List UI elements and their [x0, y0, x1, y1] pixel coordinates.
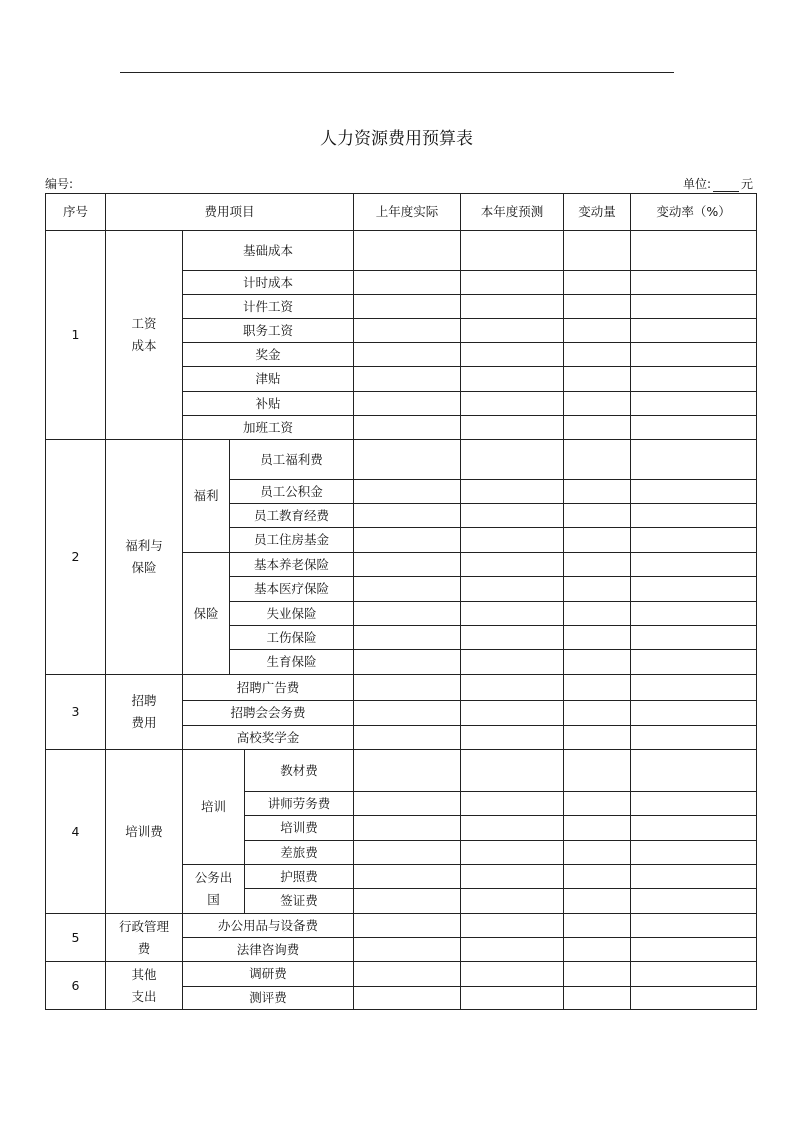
input-cell[interactable] [564, 675, 631, 701]
input-cell[interactable] [631, 938, 757, 962]
item-cell: 计时成本 [183, 271, 354, 295]
item-cell: 员工住房基金 [230, 528, 354, 553]
input-cell[interactable] [631, 416, 757, 440]
input-cell[interactable] [564, 865, 631, 889]
item-cell: 调研费 [183, 962, 354, 987]
input-cell[interactable] [631, 914, 757, 938]
input-cell[interactable] [354, 577, 461, 602]
input-cell[interactable] [461, 987, 564, 1010]
input-cell[interactable] [461, 602, 564, 626]
input-cell[interactable] [354, 480, 461, 504]
input-cell[interactable] [461, 914, 564, 938]
input-cell[interactable] [354, 938, 461, 962]
section-name-5: 行政管理 费 [106, 914, 183, 962]
input-cell[interactable] [461, 726, 564, 750]
item-cell: 基本养老保险 [230, 553, 354, 577]
input-cell[interactable] [564, 938, 631, 962]
input-cell[interactable] [631, 553, 757, 577]
subgroup-abroad: 公务出 国 [183, 865, 245, 914]
input-cell[interactable] [564, 792, 631, 816]
header-last-actual: 上年度实际 [354, 194, 461, 231]
input-cell[interactable] [354, 392, 461, 416]
input-cell[interactable] [461, 701, 564, 726]
input-cell[interactable] [354, 231, 461, 271]
table-row [46, 675, 757, 701]
input-cell[interactable] [564, 440, 631, 480]
input-cell[interactable] [461, 319, 564, 343]
input-cell[interactable] [631, 528, 757, 553]
header-no: 序号 [46, 194, 106, 231]
input-cell[interactable] [564, 416, 631, 440]
item-cell: 测评费 [183, 987, 354, 1010]
input-cell[interactable] [461, 650, 564, 675]
item-cell: 补贴 [183, 392, 354, 416]
input-cell[interactable] [354, 675, 461, 701]
input-cell[interactable] [461, 792, 564, 816]
top-rule [120, 72, 674, 73]
input-cell[interactable] [354, 553, 461, 577]
item-cell: 基本医疗保险 [230, 577, 354, 602]
input-cell[interactable] [631, 987, 757, 1010]
unit-label: 单位: [682, 177, 711, 191]
item-cell: 签证费 [245, 889, 354, 914]
item-cell: 差旅费 [245, 841, 354, 865]
item-cell: 工伤保险 [230, 626, 354, 650]
number-label: 编号: [45, 177, 74, 191]
item-cell: 培训费 [245, 816, 354, 841]
input-cell[interactable] [564, 701, 631, 726]
section-name-2: 福利与 保险 [106, 440, 183, 675]
input-cell[interactable] [564, 914, 631, 938]
unit-blank[interactable] [713, 179, 739, 192]
input-cell[interactable] [631, 392, 757, 416]
header-this-forecast: 本年度预测 [461, 194, 564, 231]
input-cell[interactable] [461, 295, 564, 319]
input-cell[interactable] [564, 553, 631, 577]
input-cell[interactable] [354, 626, 461, 650]
item-cell: 讲师劳务费 [245, 792, 354, 816]
input-cell[interactable] [564, 271, 631, 295]
subgroup-training: 培训 [183, 750, 245, 865]
item-cell: 失业保险 [230, 602, 354, 626]
input-cell[interactable] [631, 480, 757, 504]
section-no-1: 1 [46, 231, 106, 440]
header-item: 费用项目 [106, 194, 354, 231]
input-cell[interactable] [631, 271, 757, 295]
input-cell[interactable] [564, 816, 631, 841]
section-no-4: 4 [46, 750, 106, 914]
table-row [46, 914, 757, 938]
input-cell[interactable] [631, 841, 757, 865]
unit-label-group [683, 175, 753, 192]
input-cell[interactable] [631, 602, 757, 626]
input-cell[interactable] [564, 962, 631, 987]
input-cell[interactable] [461, 392, 564, 416]
item-cell: 教材费 [245, 750, 354, 792]
input-cell[interactable] [354, 987, 461, 1010]
input-cell[interactable] [354, 750, 461, 792]
header-row [46, 194, 757, 231]
table-row [46, 750, 757, 792]
input-cell[interactable] [461, 440, 564, 480]
item-cell: 加班工资 [183, 416, 354, 440]
section-no-6: 6 [46, 962, 106, 1010]
input-cell[interactable] [564, 231, 631, 271]
input-cell[interactable] [461, 271, 564, 295]
table-row [46, 440, 757, 480]
input-cell[interactable] [564, 841, 631, 865]
item-cell: 津贴 [183, 367, 354, 392]
input-cell[interactable] [461, 865, 564, 889]
unit-suffix: 元 [740, 177, 753, 191]
input-cell[interactable] [354, 816, 461, 841]
input-cell[interactable] [631, 726, 757, 750]
input-cell[interactable] [564, 602, 631, 626]
input-cell[interactable] [631, 792, 757, 816]
input-cell[interactable] [564, 726, 631, 750]
item-cell: 护照费 [245, 865, 354, 889]
item-cell: 员工公积金 [230, 480, 354, 504]
input-cell[interactable] [354, 504, 461, 528]
item-cell: 办公用品与设备费 [183, 914, 354, 938]
input-cell[interactable] [461, 675, 564, 701]
input-cell[interactable] [631, 889, 757, 914]
input-cell[interactable] [564, 392, 631, 416]
input-cell[interactable] [354, 295, 461, 319]
input-cell[interactable] [354, 650, 461, 675]
input-cell[interactable] [564, 528, 631, 553]
item-cell: 员工福利费 [230, 440, 354, 480]
page-title: 人力资源费用预算表 [320, 129, 473, 149]
input-cell[interactable] [631, 865, 757, 889]
input-cell[interactable] [354, 416, 461, 440]
item-cell: 职务工资 [183, 319, 354, 343]
input-cell[interactable] [354, 889, 461, 914]
table-row [46, 231, 757, 271]
input-cell[interactable] [461, 889, 564, 914]
subgroup-insurance: 保险 [183, 553, 230, 675]
input-cell[interactable] [354, 602, 461, 626]
input-cell[interactable] [461, 577, 564, 602]
section-name-3: 招聘 费用 [106, 675, 183, 750]
input-cell[interactable] [564, 626, 631, 650]
item-cell: 基础成本 [183, 231, 354, 271]
input-cell[interactable] [354, 343, 461, 367]
input-cell[interactable] [631, 650, 757, 675]
input-cell[interactable] [631, 343, 757, 367]
input-cell[interactable] [564, 367, 631, 392]
header-change-amount: 变动量 [564, 194, 631, 231]
item-cell: 法律咨询费 [183, 938, 354, 962]
input-cell[interactable] [461, 626, 564, 650]
item-cell: 高校奖学金 [183, 726, 354, 750]
input-cell[interactable] [354, 841, 461, 865]
input-cell[interactable] [461, 816, 564, 841]
input-cell[interactable] [461, 231, 564, 271]
input-cell[interactable] [564, 343, 631, 367]
input-cell[interactable] [564, 480, 631, 504]
section-no-2: 2 [46, 440, 106, 675]
input-cell[interactable] [631, 675, 757, 701]
input-cell[interactable] [354, 528, 461, 553]
input-cell[interactable] [564, 577, 631, 602]
header-change-rate: 变动率（%） [631, 194, 757, 231]
section-no-3: 3 [46, 675, 106, 750]
input-cell[interactable] [461, 750, 564, 792]
input-cell[interactable] [631, 440, 757, 480]
item-cell: 计件工资 [183, 295, 354, 319]
input-cell[interactable] [354, 440, 461, 480]
input-cell[interactable] [461, 367, 564, 392]
input-cell[interactable] [461, 504, 564, 528]
input-cell[interactable] [631, 816, 757, 841]
section-name-6: 其他 支出 [106, 962, 183, 1010]
input-cell[interactable] [631, 701, 757, 726]
input-cell[interactable] [631, 504, 757, 528]
section-no-5: 5 [46, 914, 106, 962]
input-cell[interactable] [564, 295, 631, 319]
input-cell[interactable] [631, 577, 757, 602]
input-cell[interactable] [631, 231, 757, 271]
input-cell[interactable] [354, 865, 461, 889]
input-cell[interactable] [461, 480, 564, 504]
subgroup-welfare: 福利 [183, 440, 230, 553]
input-cell[interactable] [631, 319, 757, 343]
item-cell: 生育保险 [230, 650, 354, 675]
input-cell[interactable] [461, 841, 564, 865]
input-cell[interactable] [564, 987, 631, 1010]
input-cell[interactable] [564, 650, 631, 675]
input-cell[interactable] [461, 343, 564, 367]
input-cell[interactable] [631, 626, 757, 650]
input-cell[interactable] [354, 914, 461, 938]
table-row [46, 962, 757, 987]
input-cell[interactable] [631, 962, 757, 987]
input-cell[interactable] [564, 504, 631, 528]
input-cell[interactable] [354, 367, 461, 392]
item-cell: 员工教育经费 [230, 504, 354, 528]
item-cell: 招聘会会务费 [183, 701, 354, 726]
input-cell[interactable] [461, 553, 564, 577]
item-cell: 招聘广告费 [183, 675, 354, 701]
input-cell[interactable] [354, 701, 461, 726]
budget-table [45, 193, 757, 1010]
section-name-1: 工资 成本 [106, 231, 183, 440]
input-cell[interactable] [354, 726, 461, 750]
section-name-4: 培训费 [106, 750, 183, 914]
input-cell[interactable] [564, 750, 631, 792]
input-cell[interactable] [354, 271, 461, 295]
item-cell: 奖金 [183, 343, 354, 367]
input-cell[interactable] [461, 528, 564, 553]
input-cell[interactable] [461, 416, 564, 440]
input-cell[interactable] [354, 792, 461, 816]
input-cell[interactable] [631, 295, 757, 319]
input-cell[interactable] [354, 319, 461, 343]
input-cell[interactable] [631, 750, 757, 792]
input-cell[interactable] [461, 962, 564, 987]
input-cell[interactable] [564, 319, 631, 343]
input-cell[interactable] [631, 367, 757, 392]
input-cell[interactable] [461, 938, 564, 962]
input-cell[interactable] [354, 962, 461, 987]
input-cell[interactable] [564, 889, 631, 914]
